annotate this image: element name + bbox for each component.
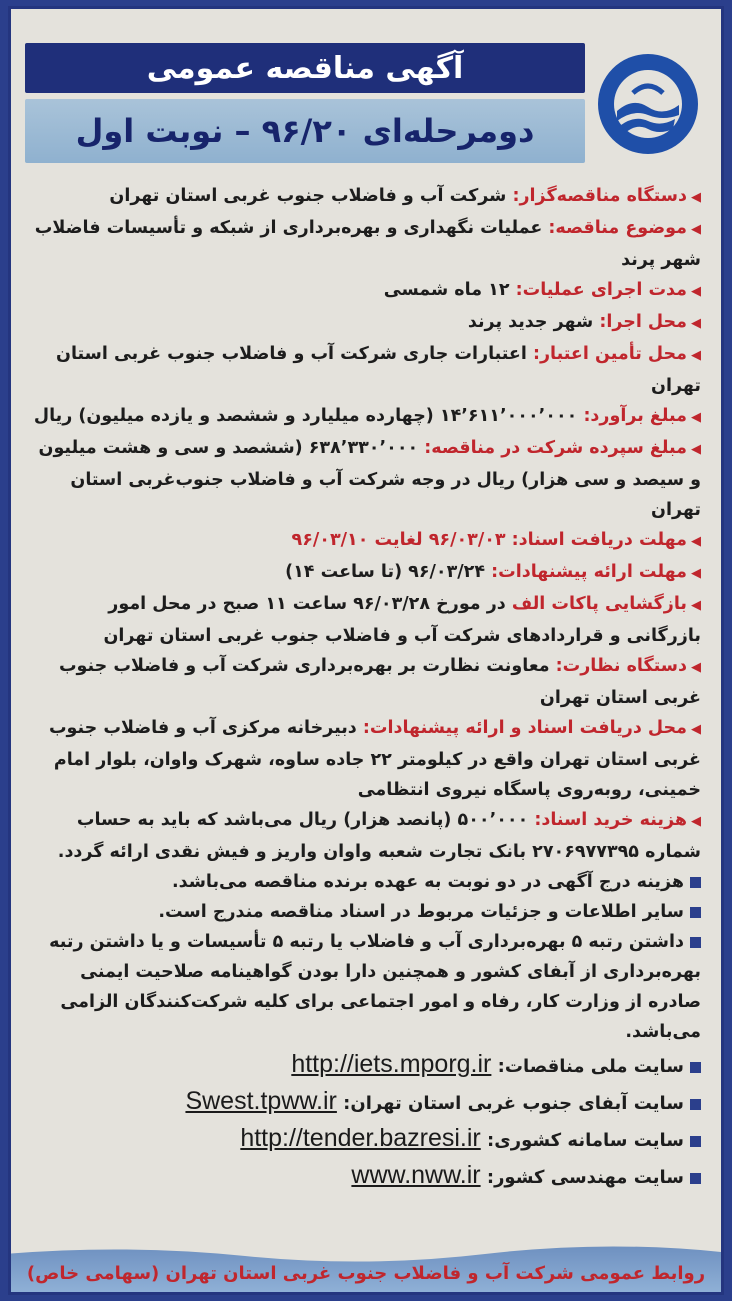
square-bullet-icon [690,1136,701,1147]
square-bullet-icon [690,1062,701,1073]
list-item: ◀مبلغ سپرده شرکت در مناقصه: ۶۳۸٬۳۳۰٬۰۰۰ (ششصد و سی و هشت میلیون و سیصد و سی هزار) ریال در وجه شرکت آب و فاضلاب جنوب‌غربی استان تهران [38,438,701,520]
triangle-bullet-icon: ◀ [691,190,701,205]
link-row: سایت ملی مناقصات: http://iets.mporg.ir [29,1047,701,1084]
website-link[interactable]: http://tender.bazresi.ir [240,1124,481,1152]
triangle-bullet-icon: ◀ [691,284,701,299]
list-item: ◀دستگاه مناقصه‌گزار: شرکت آب و فاضلاب جنوب غربی استان تهران [109,186,701,206]
triangle-bullet-icon: ◀ [691,814,701,829]
square-bullet-icon [690,1099,701,1110]
list-item: ◀محل دریافت اسناد و ارائه پیشنهادات: دبیرخانه مرکزی آب و فاضلاب جنوب غربی استان تهران واقع در کیلومتر ۲۲ جاده ساوه، شهرک واوان، بلوار امام خمینی، روبه‌روی پاسگاه نیروی انتظامی [48,718,701,800]
list-item: ◀محل اجرا: شهر جدید پرند [467,312,701,332]
square-bullet-icon [690,1173,701,1184]
triangle-bullet-icon: ◀ [691,316,701,331]
list-item: ◀بازگشایی پاکات الف در مورخ ۹۶/۰۳/۲۸ ساعت ۱۱ صبح در محل امور بازرگانی و قراردادهای شرکت آب و فاضلاب جنوب غربی استان تهران [103,594,701,646]
list-item: ◀محل تأمین اعتبار: اعتبارات جاری شرکت آب و فاضلاب جنوب غربی استان تهران [56,344,701,396]
list-item: ◀هزینه خرید اسناد: ۵۰۰٬۰۰۰ (پانصد هزار) ریال می‌باشد که باید به حساب شماره ۲۷۰۶۹۷۷۳۹۵ بانک تجارت شعبه واوان واریز و فیش نقدی ارائه گردد. [57,810,701,862]
website-link[interactable]: www.nww.ir [351,1161,481,1189]
link-row: سایت آبفای جنوب غربی استان تهران: Swest.tpww.ir [29,1084,701,1121]
footer-credit: روابط عمومی شرکت آب و فاضلاب جنوب غربی استان تهران (سهامی خاص) [26,1263,706,1284]
square-bullet-icon [690,937,701,948]
list-item: ◀مدت اجرای عملیات: ۱۲ ماه شمسی [383,280,701,300]
triangle-bullet-icon: ◀ [691,722,701,737]
note-item: هزینه درج آگهی در دو نوبت به عهده برنده مناقصه می‌باشد. [29,867,701,897]
square-bullet-icon [690,907,701,918]
triangle-bullet-icon: ◀ [691,410,701,425]
list-item: ◀مهلت دریافت اسناد: ۹۶/۰۳/۰۳ لغایت ۹۶/۰۳/۱۰ [291,530,701,550]
link-row: سایت مهندسی کشور: www.nww.ir [29,1158,701,1195]
notice-title: آگهی مناقصه عمومی [25,43,585,93]
list-item: ◀مبلغ برآورد: ۱۴٬۶۱۱٬۰۰۰٬۰۰۰ (چهارده میلیارد و ششصد و یازده میلیون) ریال [33,406,701,426]
link-row: سایت سامانه کشوری: http://tender.bazresi.ir [29,1121,701,1158]
note-item: داشتن رتبه ۵ بهره‌برداری آب و فاضلاب یا رتبه ۵ تأسیسات و یا داشتن رتبه بهره‌برداری از آبفای کشور و همچنین دارا بودن گواهینامه صلاحیت ایمنی صادره از وزارت کار، رفاه و امور اجتماعی برای کلیه شرکت‌کنندگان الزامی می‌باشد. [49,932,701,1042]
notice-body [29,181,701,1195]
triangle-bullet-icon: ◀ [691,660,701,675]
triangle-bullet-icon: ◀ [691,348,701,363]
triangle-bullet-icon: ◀ [691,534,701,549]
list-item: ◀مهلت ارائه پیشنهادات: ۹۶/۰۳/۲۴ (تا ساعت ۱۴) [285,562,701,582]
triangle-bullet-icon: ◀ [691,222,701,237]
square-bullet-icon [690,877,701,888]
triangle-bullet-icon: ◀ [691,566,701,581]
logo-emblem-icon [593,49,703,159]
list-item: ◀دستگاه نظارت: معاونت نظارت بر بهره‌برداری شرکت آب و فاضلاب جنوب غربی استان تهران [58,656,701,708]
triangle-bullet-icon: ◀ [691,598,701,613]
triangle-bullet-icon: ◀ [691,442,701,457]
note-item: سایر اطلاعات و جزئیات مربوط در اسناد مناقصه مندرج است. [29,897,701,927]
notice-footer [11,1244,721,1292]
list-item: ◀موضوع مناقصه: عملیات نگهداری و بهره‌برداری از شبکه و تأسیسات فاضلاب شهر پرند [34,218,701,270]
notice-header [25,43,585,169]
notice-paper [8,6,724,1295]
water-company-logo [593,49,703,159]
notice-subtitle: دومرحله‌ای ۹۶/۲۰ – نوبت اول [25,99,585,163]
website-link[interactable]: http://iets.mporg.ir [291,1050,492,1078]
website-link[interactable]: Swest.tpww.ir [185,1087,337,1115]
